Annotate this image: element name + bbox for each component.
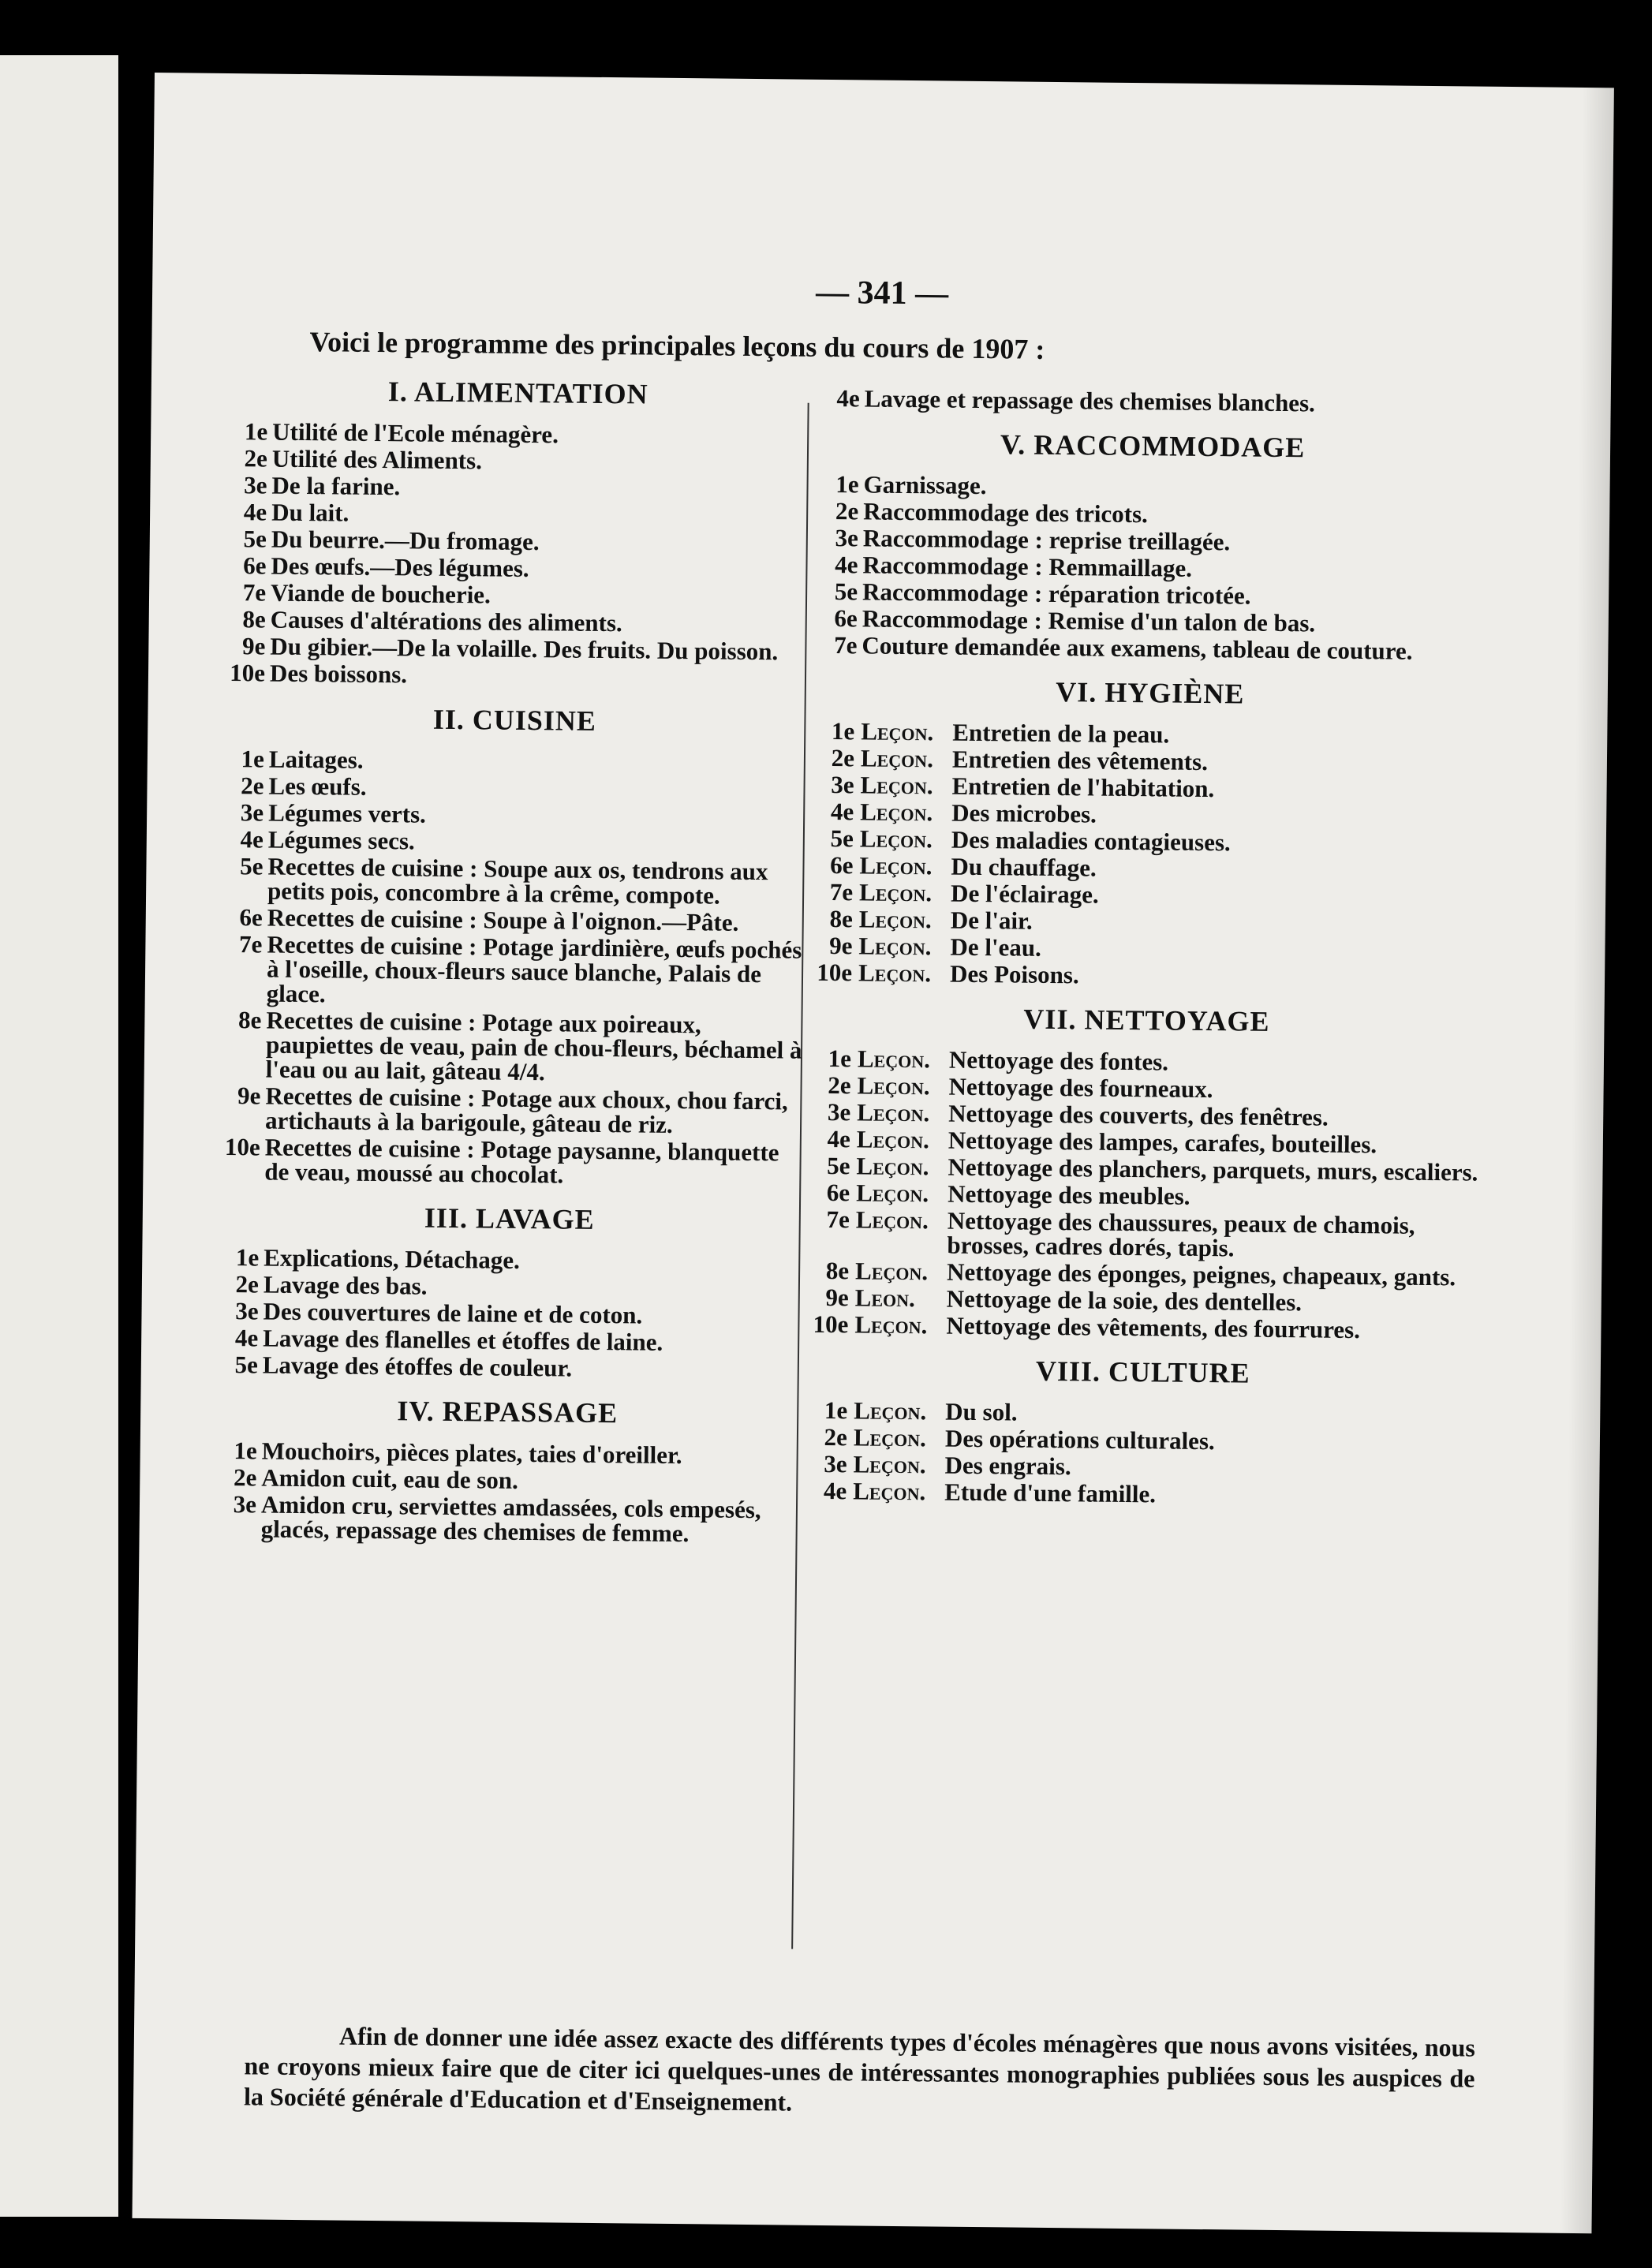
list-item [211,1492,803,1547]
item-text: Des Poisons. [949,959,1079,989]
item-number: 9e [241,632,266,660]
lecon-label: Leçon. [860,744,934,773]
item-text: Entretien de l'habitation. [951,772,1215,803]
item-text: Nettoyage des planchers, parquets, murs, escaliers. [947,1153,1478,1186]
list-item [215,1083,807,1138]
lecon-label: Leçon. [857,1098,930,1127]
list-item [814,386,1493,417]
lecon-label: Leçon. [858,932,932,961]
item-text: Du chauffage. [951,852,1097,882]
section-list [808,719,1489,992]
item-number: 8e [237,1006,262,1034]
document-page [133,73,1614,2233]
lecon-label: Leçon. [856,1125,930,1154]
item-number: 1e [835,470,859,499]
item-text: Causes d'altérations des aliments. [270,605,622,637]
item-text: Nettoyage des fontes. [948,1045,1169,1076]
section-title: III. LAVAGE [424,1201,595,1235]
list-item [811,633,1489,664]
item-number: 3e [827,1098,851,1127]
section-list [802,1398,1482,1510]
item-text: Nettoyage des couverts, des fenêtres. [948,1099,1329,1131]
item-number: 5e [240,852,263,880]
item-text: Recettes de cuisine : Potage jardinière, œufs pochés à l'oseille, choux-fleurs sauce blanche, Palais de glace. [266,930,802,1008]
item-text: Raccommodage : Remise d'un talon de bas. [862,604,1316,637]
item-number: 9e [825,1283,849,1312]
page-shadow [1560,88,1613,2233]
item-number: 4e [823,1476,847,1505]
item-number: 7e [826,1205,850,1234]
item-number: 6e [239,903,263,932]
item-text: Laitages. [268,745,364,774]
item-number: 2e [831,744,855,772]
item-text: Entretien de la peau. [952,718,1170,749]
item-text: Entretien des vêtements. [951,745,1209,776]
list-item [808,960,1486,992]
lecon-label: Leçon. [855,1179,929,1208]
item-text: Viande de boucherie. [270,578,491,609]
item-number: 6e [826,1178,850,1207]
item-text: Explications, Détachage. [263,1243,521,1274]
item-text: Légumes verts. [268,798,427,828]
lecon-label: Leçon. [858,905,932,934]
item-text: Recettes de cuisine : Potage aux poireaux, paupiettes de veau, pain de chou-fleurs, béchamel à l'eau ou au lait, gâteau 4/4. [265,1006,802,1086]
item-number: 9e [237,1082,261,1110]
item-number: 2e [824,1422,848,1452]
item-text: Recettes de cuisine : Potage aux choux, chou farci, artichauts à la barigoule, gâteau de riz. [264,1082,788,1138]
item-number: 7e [829,878,854,906]
item-number: 7e [834,631,858,659]
item-text: Lavage des flanelles et étoffes de laine. [263,1324,663,1356]
lecon-label: Leçon. [854,1257,929,1286]
section-title: VI. HYGIÈNE [1056,676,1245,710]
item-number: 4e [234,1324,259,1352]
item-number: 5e [243,525,267,553]
item-text: Garnissage. [863,470,987,500]
item-text: Nettoyage des vêtements, des fourrures. [946,1311,1361,1344]
item-number: 1e [241,745,265,773]
list-item [805,1207,1484,1263]
item-number: 10e [813,1310,849,1339]
item-number: 6e [830,851,854,880]
lecon-label: Leon. [854,1283,916,1313]
item-number: 7e [238,930,263,958]
section-list [211,1438,803,1547]
item-text: De la farine. [271,471,401,501]
item-number: 4e [240,825,264,854]
section-title: I. ALIMENTATION [387,376,648,410]
item-number: 4e [827,1125,851,1153]
item-text: Des opérations culturales. [944,1424,1215,1455]
list-item [216,932,809,1011]
list-item [217,854,809,909]
item-number: 2e [241,772,264,800]
item-text: Des engrais. [944,1451,1071,1481]
item-number: 5e [830,824,854,853]
item-text: Raccommodage : Remmaillage. [862,551,1193,582]
lecon-label: Leçon. [856,1152,929,1181]
item-number: 5e [234,1351,259,1379]
section-title: II. CUISINE [432,703,597,737]
section-list [212,1245,805,1383]
item-text: Des boissons. [269,659,408,689]
intro-text: Voici le programme des principales leçons du cours de 1907 : [309,326,1045,365]
item-text: Des œufs.—Des légumes. [271,551,529,583]
item-number: 6e [834,604,858,633]
section-list [804,1046,1486,1343]
item-number: 1e [244,417,268,446]
item-number: 10e [224,1133,260,1161]
item-number: 10e [230,659,266,687]
item-text: Lavage des étoffes de couleur. [262,1351,573,1382]
section-title: IV. REPASSAGE [397,1395,619,1429]
item-text: Des couvertures de laine et de coton. [263,1297,643,1329]
section-title: VIII. CULTURE [1035,1354,1250,1389]
item-text: Etude d'une famille. [944,1478,1157,1508]
item-text: Raccommodage : reprise treillagée. [862,524,1231,556]
item-number: 2e [244,444,268,473]
item-text: Couture demandée aux examens, tableau de couture. [862,631,1413,665]
lecon-label: Leçon. [855,1205,929,1235]
item-number: 3e [233,1490,257,1519]
lecon-label: Leçon. [858,878,933,907]
item-number: 4e [243,498,267,526]
item-text: De l'eau. [950,932,1042,962]
item-text: Les œufs. [268,772,367,801]
lecon-label: Leçon. [853,1450,926,1479]
lecon-label: Leçon. [857,1044,931,1074]
item-text: De l'éclairage. [950,879,1099,909]
item-number: 2e [835,497,859,525]
item-number: 5e [834,577,858,606]
item-number: 4e [836,384,860,413]
page-number: — 341 — [815,274,949,312]
item-number: 8e [829,905,853,933]
item-number: 3e [235,1297,259,1325]
item-text: Raccommodage : réparation tricotée. [862,577,1251,610]
item-text: Nettoyage des meubles. [947,1179,1190,1210]
item-text: Amidon cuit, eau de son. [261,1463,519,1494]
item-number: 1e [831,717,855,745]
item-text: Du gibier.—De la volaille. Des fruits. Du poisson. [270,632,779,666]
item-text: Raccommodage des tricots. [863,497,1149,529]
item-number: 8e [242,605,266,633]
item-text: Nettoyage des éponges, peignes, chapeaux, gants. [946,1257,1456,1291]
item-number: 1e [828,1044,852,1073]
item-text: Du lait. [271,498,349,527]
item-number: 4e [830,798,854,826]
lecon-label: Leçon. [860,798,933,827]
item-number: 3e [240,798,264,827]
item-number: 3e [824,1449,847,1478]
section-list [214,746,810,1190]
item-number: 9e [829,932,853,960]
item-text: Légumes secs. [267,825,415,855]
section-title: V. RACCOMMODAGE [1000,428,1306,464]
item-text: Des maladies contagieuses. [951,825,1231,857]
item-number: 3e [244,471,267,499]
section-list [219,419,813,691]
item-number: 7e [242,578,267,607]
section-title: VII. NETTOYAGE [1023,1003,1270,1037]
item-text: Nettoyage des chaussures, peaux de chamois, brosses, cadres dorés, tapis. [947,1206,1415,1262]
lecon-label: Leçon. [853,1423,927,1452]
item-number: 8e [825,1256,850,1285]
item-number: 1e [234,1437,257,1465]
item-number: 6e [243,551,267,580]
lecon-label: Leçon. [859,851,933,880]
list-item [219,660,811,691]
item-text: De l'air. [950,906,1033,935]
item-text: Du sol. [945,1397,1018,1426]
item-text: Du beurre.—Du fromage. [271,525,540,556]
item-text: Mouchoirs, pièces plates, taies d'oreiller. [261,1437,682,1470]
item-text: Amidon cru, serviettes amdassées, cols empesés, glacés, repassage des chemises de femme. [260,1490,761,1548]
lecon-label: Leçon. [854,1310,928,1340]
left-column [210,357,814,1549]
item-number: 2e [233,1463,257,1492]
list-item [804,1312,1482,1343]
item-text: Recettes de cuisine : Soupe aux os, tendrons aux petits pois, concombre à la crême, compote. [267,852,768,910]
item-text: Nettoyage de la soie, des dentelles. [946,1284,1303,1317]
list-item [212,1352,804,1383]
closing-paragraph: Afin de donner une idée assez exacte des différents types d'écoles ménagères que nous avons visitées, nous ne croyons mieux faire que de citer ici quelques-unes de intéressantes monographies publiées sous les auspices de la Société générale d'Education et d'Enseignement. [243,2021,1476,2117]
item-number: 3e [835,524,859,552]
item-text: Utilité de l'Ecole ménagère. [272,417,559,449]
lecon-label: Leçon. [854,1396,927,1425]
item-text: Recettes de cuisine : Potage paysanne, blanquette de veau, moussé au chocolat. [264,1133,779,1189]
lecon-label: Leçon. [861,717,934,746]
item-number: 1e [235,1243,260,1272]
item-text: Recettes de cuisine : Soupe à l'oignon.—Pâte. [267,903,739,936]
item-number: 3e [831,771,854,799]
right-sections [802,426,1492,1510]
lecon-label: Leçon. [853,1477,926,1506]
lecon-label: Leçon. [860,771,933,800]
item-number: 10e [817,958,853,987]
lecon-label: Leçon. [859,824,933,854]
continued-list [814,386,1493,417]
list-item [215,1007,808,1087]
item-number: 5e [827,1152,850,1180]
item-text: Nettoyage des lampes, carafes, bouteilles. [947,1126,1377,1159]
item-text: Nettoyage des fourneaux. [948,1072,1213,1104]
item-text: Lavage des bas. [263,1270,428,1300]
item-number: 2e [235,1270,260,1298]
list-item [802,1478,1481,1510]
item-number: 1e [824,1396,848,1425]
item-text: Utilité des Aliments. [271,444,483,475]
section-list [811,472,1491,664]
list-item [214,1134,806,1190]
item-number: 4e [835,551,858,579]
item-text: Lavage et repassage des chemises blanches. [864,384,1316,417]
item-number: 2e [828,1071,851,1100]
item-text: Des microbes. [951,798,1097,828]
lecon-label: Leçon. [858,958,932,988]
lecon-label: Leçon. [857,1071,930,1100]
adjacent-page-edge [0,55,118,2217]
right-column [802,364,1493,1512]
